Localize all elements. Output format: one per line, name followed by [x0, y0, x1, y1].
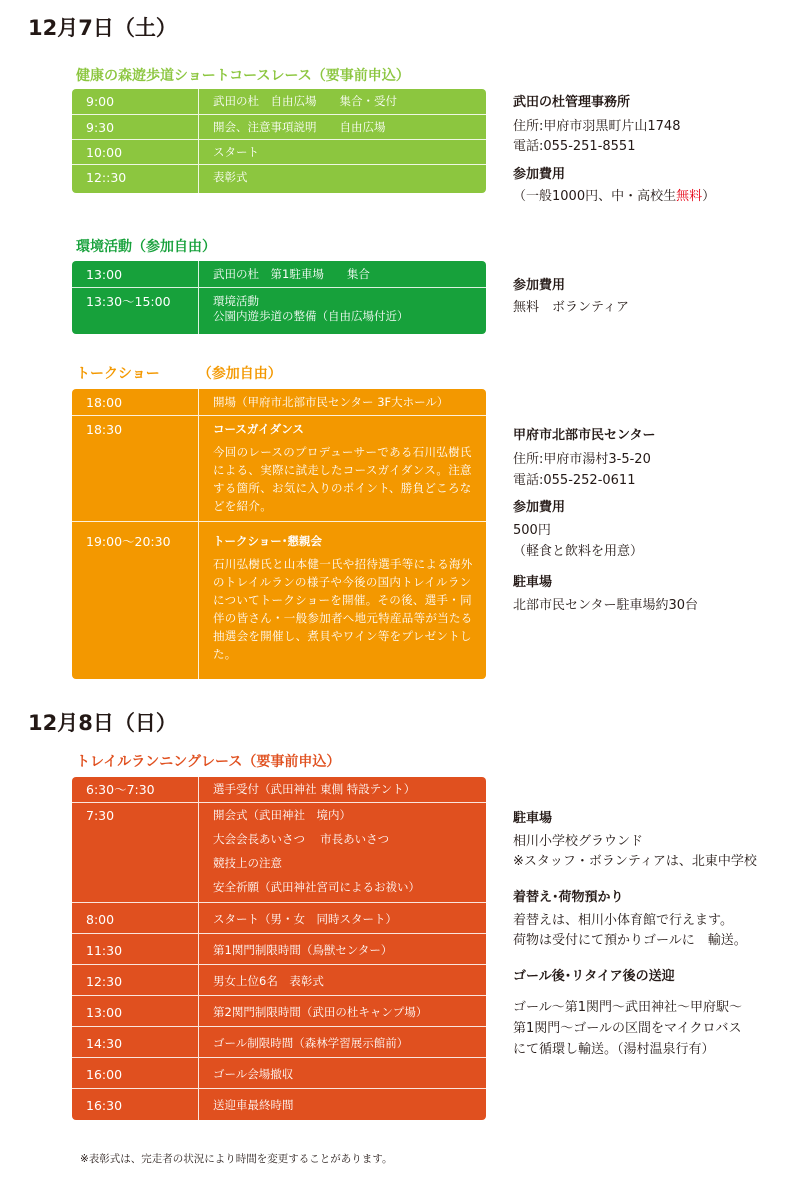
- row-desc: スタート（男・女 同時スタート）: [213, 912, 397, 926]
- table-row: [72, 261, 486, 287]
- fee-label: 参加費用: [513, 167, 566, 182]
- row-desc: 開会、注意事項説明 自由広場: [213, 120, 386, 134]
- change-text-1: 着替えは、相川小体育館で行えます。: [513, 913, 733, 928]
- row-desc: 大会会長あいさつ 市長あいさつ: [213, 832, 390, 846]
- shuttle-text-1: ゴール～第1関門～武田神社～甲府駅～: [513, 1000, 743, 1015]
- row-time: 16:00: [86, 1067, 123, 1082]
- talk-info: [513, 425, 698, 616]
- env-table: [72, 261, 486, 334]
- office-address: 住所:甲府市羽黒町片山1748: [513, 119, 681, 134]
- table-row: [72, 389, 486, 415]
- row-heading: コースガイダンス: [213, 422, 304, 436]
- row-time: 10:00: [86, 145, 123, 160]
- fee-text: [513, 187, 715, 207]
- row-desc: 開場（甲府市北部市民センター 3F大ホール）: [213, 395, 449, 409]
- parking-label: 駐車場: [513, 811, 553, 826]
- short-race-info: [513, 93, 715, 207]
- row-desc: スタート: [213, 145, 259, 159]
- parking-text: 北部市民センター駐車場約30台: [513, 598, 699, 613]
- row-time: 19:00～20:30: [86, 534, 171, 549]
- talk-title: トークショー: [76, 366, 160, 382]
- fee-note: （軽食と飲料を用意）: [513, 544, 644, 559]
- row-desc: 安全祈願（武田神社宮司によるお祓い）: [213, 880, 420, 894]
- talk-title-note: （参加自由）: [197, 366, 282, 382]
- office-tel: 電話:055-251-8551: [513, 139, 636, 154]
- row-heading: トークショー･懇親会: [213, 534, 323, 548]
- date-heading-dec7: 12月7日（土）: [28, 16, 177, 40]
- fee-text: 500円: [513, 523, 551, 538]
- parking-note: ※スタッフ・ボランティアは、北東中学校: [513, 854, 757, 869]
- row-time: 8:00: [86, 912, 115, 927]
- row-desc: 第2関門制限時間（武田の杜キャンプ場）: [213, 1005, 428, 1019]
- row-time: 9:30: [86, 120, 115, 135]
- row-time: 14:30: [86, 1036, 123, 1051]
- row-desc: 武田の杜 第1駐車場 集合: [213, 267, 370, 281]
- shuttle-text-2: 第1関門～ゴールの区間をマイクロバス: [513, 1021, 742, 1036]
- talk-table: [72, 389, 486, 679]
- table-row: [72, 139, 486, 164]
- section-title-talk: [76, 363, 282, 383]
- row-time: 13:30～15:00: [86, 294, 171, 309]
- short-race-table: [72, 89, 486, 193]
- section-title-env: 環境活動（参加自由）: [76, 239, 216, 255]
- change-text-2: 荷物は受付にて預かりゴールに 輸送。: [513, 933, 747, 948]
- office-name: 武田の杜管理事務所: [513, 95, 631, 110]
- row-time: 18:30: [86, 422, 123, 437]
- row-time: 13:00: [86, 267, 123, 282]
- parking-text: 相川小学校グラウンド: [513, 834, 644, 849]
- fee-text: 無料 ボランティア: [513, 300, 629, 315]
- date-heading-dec8: 12月8日（日）: [28, 711, 177, 735]
- table-row: [72, 933, 486, 964]
- shuttle-label: ゴール後･リタイア後の送迎: [513, 969, 675, 984]
- trail-race-info: [513, 809, 757, 1060]
- table-row: [72, 114, 486, 139]
- parking-label: 駐車場: [513, 575, 553, 590]
- table-row: [72, 1057, 486, 1088]
- fee-main: （一般1000円、中・高校生: [513, 189, 677, 204]
- change-label: 着替え･荷物預かり: [513, 890, 624, 905]
- row-paragraph: 今回のレースのプロデューサーである石川弘樹氏による、実際に試走したコースガイダンス。注意する箇所、お気に入りのポイント、勝負どころなどを紹介。: [213, 445, 472, 513]
- row-desc: 競技上の注意: [213, 856, 282, 870]
- footnote: ※表彰式は、完走者の状況により時間を変更することがあります。: [80, 1153, 393, 1165]
- venue-name: 甲府市北部市民センター: [513, 428, 656, 443]
- table-row: [72, 164, 486, 193]
- row-time: 12::30: [86, 170, 127, 185]
- table-row: [72, 1026, 486, 1057]
- row-time: 6:30～7:30: [86, 782, 155, 797]
- section-title-trail-race: トレイルランニングレース（要事前申込）: [76, 754, 341, 770]
- row-desc: 男女上位6名 表彰式: [213, 974, 324, 988]
- row-desc: 表彰式: [213, 170, 248, 184]
- table-row: [72, 802, 486, 902]
- env-info: [513, 276, 629, 318]
- fee-label: 参加費用: [513, 278, 566, 293]
- row-desc: 送迎車最終時間: [213, 1098, 294, 1112]
- table-row: [72, 287, 486, 334]
- table-row: [72, 521, 486, 679]
- row-time: 12:30: [86, 974, 123, 989]
- row-desc: 武田の杜 自由広場 集合・受付: [213, 94, 397, 108]
- row-desc: 第1関門制限時間（鳥獣センター）: [213, 943, 393, 957]
- row-time: 11:30: [86, 943, 123, 958]
- row-desc: ゴール会場撤収: [213, 1067, 294, 1081]
- table-row: [72, 1088, 486, 1120]
- table-row: [72, 902, 486, 933]
- row-time: 7:30: [86, 808, 115, 823]
- section-title-short-race: 健康の森遊歩道ショートコースレース（要事前申込）: [76, 68, 410, 84]
- row-time: 16:30: [86, 1098, 123, 1113]
- table-row: [72, 777, 486, 802]
- fee-free: 無料: [676, 189, 703, 204]
- table-row: [72, 995, 486, 1026]
- fee-end: ）: [702, 189, 716, 204]
- row-time: 13:00: [86, 1005, 123, 1020]
- fee-label: 参加費用: [513, 500, 566, 515]
- trail-race-table: [72, 777, 486, 1120]
- row-desc: ゴール制限時間（森林学習展示館前）: [213, 1036, 409, 1050]
- row-desc: 公園内遊歩道の整備（自由広場付近）: [213, 309, 409, 323]
- table-row: [72, 964, 486, 995]
- shuttle-text-3: にて循環し輸送。（湯村温泉行有）: [513, 1042, 715, 1057]
- row-desc: 選手受付（武田神社 東側 特設テント）: [213, 782, 416, 796]
- row-time: 18:00: [86, 395, 123, 410]
- venue-address: 住所:甲府市湯村3-5-20: [513, 452, 651, 467]
- row-time: 9:00: [86, 94, 115, 109]
- venue-tel: 電話:055-252-0611: [513, 473, 636, 488]
- row-desc: 開会式（武田神社 境内）: [213, 808, 351, 822]
- table-row: [72, 89, 486, 114]
- table-row: [72, 415, 486, 521]
- row-desc: 環境活動: [213, 294, 259, 308]
- row-paragraph: 石川弘樹氏と山本健一氏や招待選手等による海外のトレイルランの様子や今後の国内トレイルランについてトークショーを開催。その後、選手・同伴の皆さん・一般参加者へ地元特産品等が当たる抽選会を開催し、煮貝やワイン等をプレゼントした。: [213, 557, 473, 661]
